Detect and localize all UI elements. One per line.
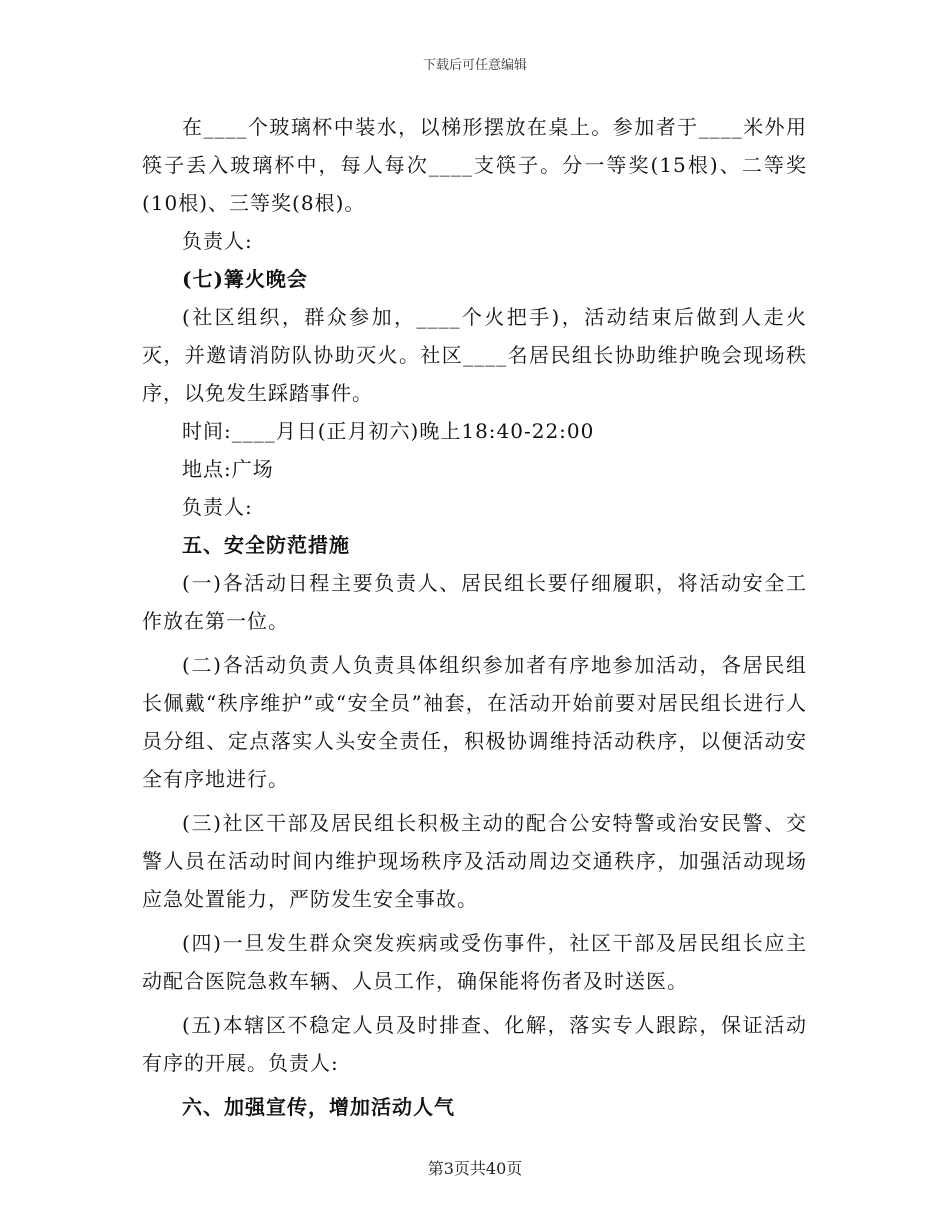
document-body	[142, 108, 807, 1126]
heading-publicity: 六、加强宣传，增加活动人气	[182, 1095, 455, 1119]
paragraph-safety-2: (二)各活动负责人负责具体组织参加者有序地参加活动，各居民组长佩戴“秩序维护”或“安全员”袖套，在活动开始前要对居民组长进行人员分组、定点落实人头安全责任，积极协调维持活动秩序，以便活动安全有序地进行。	[142, 653, 807, 791]
paragraph-person-in-charge: 负责人:	[182, 229, 253, 253]
heading-bonfire-party: (七)篝火晚会	[182, 267, 308, 291]
paragraph-chopsticks-game: 在____个玻璃杯中装水，以梯形摆放在桌上。参加者于____米外用筷子丢入玻璃杯中，每人每次____支筷子。分一等奖(15根)、二等奖(10根)、三等奖(8根)。	[142, 115, 807, 215]
heading-safety-measures: 五、安全防范措施	[182, 533, 350, 557]
paragraph-time: 时间:____月日(正月初六)晚上18:40-22:00	[182, 419, 595, 443]
page-footer: 第3页共40页	[427, 1159, 523, 1178]
paragraph-safety-5: (五)本辖区不稳定人员及时排查、化解，落实专人跟踪，保证活动有序的开展。负责人:	[142, 1013, 807, 1075]
paragraph-safety-3: (三)社区干部及居民组长积极主动的配合公安特警或治安民警、交警人员在活动时间内维护现场秩序及活动周边交通秩序，加强活动现场应急处置能力，严防发生安全事故。	[142, 811, 807, 911]
paragraph-safety-4: (四)一旦发生群众突发疾病或受伤事件，社区干部及居民组长应主动配合医院急救车辆、人员工作，确保能将伤者及时送医。	[142, 931, 807, 993]
paragraph-safety-1: (一)各活动日程主要负责人、居民组长要仔细履职，将活动安全工作放在第一位。	[142, 571, 807, 633]
paragraph-bonfire-details: (社区组织，群众参加，____个火把手)，活动结束后做到人走火灭，并邀请消防队协助灭火。社区____名居民组长协助维护晚会现场秩序，以免发生踩踏事件。	[142, 305, 807, 405]
paragraph-person-in-charge: 负责人:	[182, 495, 253, 519]
page-header: 下载后可任意编辑	[422, 58, 527, 73]
paragraph-location: 地点:广场	[182, 457, 274, 481]
